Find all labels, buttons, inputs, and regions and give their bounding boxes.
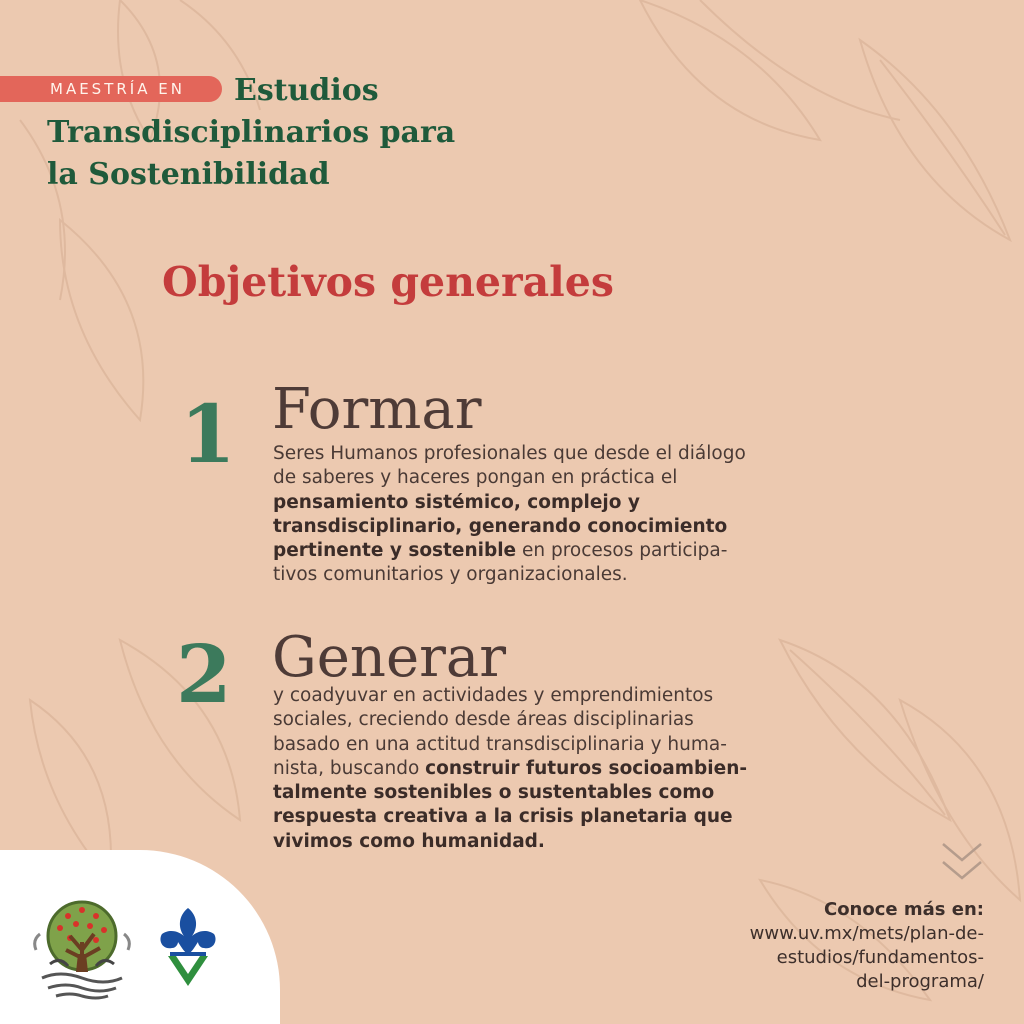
objective-number: 1	[180, 387, 236, 481]
program-title: Estudios Transdisciplinarios para la Sostenibilidad	[47, 73, 456, 192]
objective-verb: Generar	[272, 625, 507, 690]
objective-verb: Formar	[272, 377, 482, 442]
chevron-down-icon	[940, 840, 984, 884]
more-info	[704, 898, 984, 994]
tree-logo-icon	[30, 894, 134, 1002]
objective-text-part: en procesos participa-tivos comunitarios y organizacionales.	[273, 540, 728, 586]
objective-text	[273, 442, 763, 588]
uv-logo-icon	[156, 906, 220, 990]
objective-text-part: y coadyuvar en actividades y emprendimientos sociales, creciendo desde áreas disciplinarias basado en una actitud transdisciplinaria y huma-nista, buscando	[273, 685, 727, 779]
objective-text-bold: pensamiento sistémico, complejo y transdisciplinario, generando conocimiento pertinente y sostenible	[273, 491, 728, 562]
program-tag: MAESTRÍA EN	[0, 76, 222, 102]
section-title: Objetivos generales	[162, 258, 614, 306]
more-info-url: www.uv.mx/mets/plan-de-	[749, 923, 984, 944]
objective-number: 2	[176, 627, 232, 721]
objective-text	[273, 684, 763, 854]
objective-text-part: Seres Humanos profesionales que desde el diálogo de saberes y haceres pongan en práctica el	[273, 443, 746, 489]
more-info-lead: Conoce más en:	[823, 899, 984, 920]
more-info-url: estudios/fundamentos-	[776, 947, 984, 968]
more-info-url: del-programa/	[856, 971, 984, 992]
objective-text-bold: construir futuros socioambien-talmente sostenibles o sustentables como respuesta creativa a la crisis planetaria que vivimos como humanidad.	[273, 757, 748, 852]
